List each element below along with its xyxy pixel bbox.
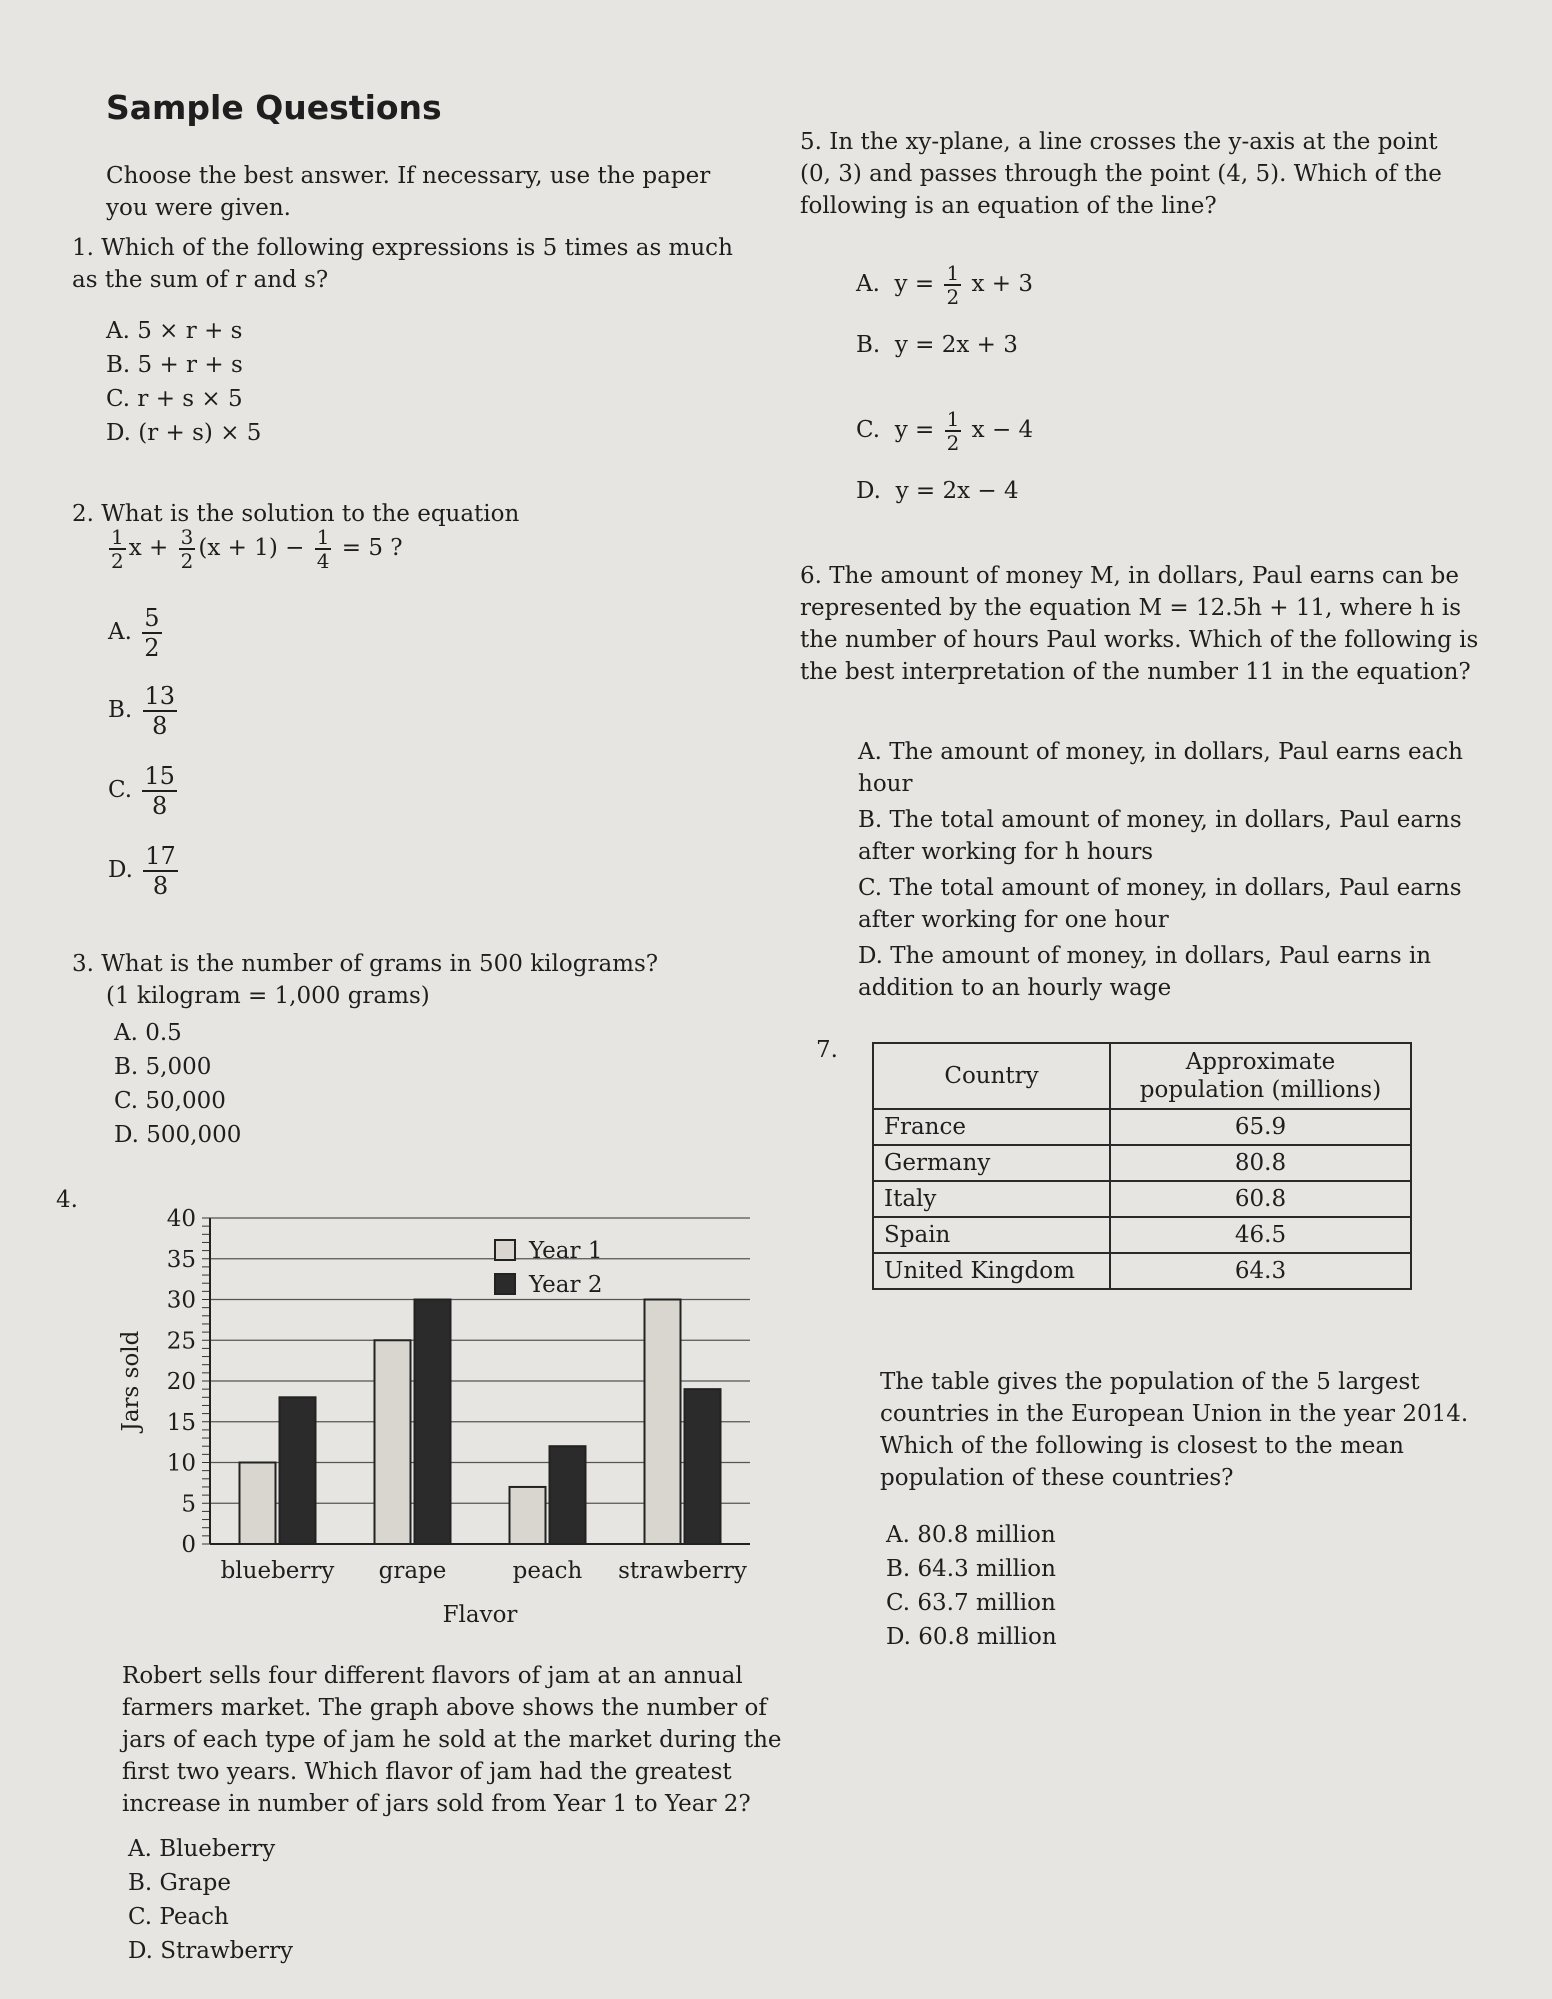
population-cell: 64.3 xyxy=(1110,1253,1411,1289)
country-cell: Spain xyxy=(873,1217,1110,1253)
bar-blueberry-year1 xyxy=(240,1463,276,1545)
y-tick-label: 5 xyxy=(181,1491,196,1518)
answer-option[interactable]: D. Strawberry xyxy=(128,1938,293,1964)
legend-swatch-year1 xyxy=(495,1240,515,1260)
answer-option[interactable]: B. Grape xyxy=(128,1870,231,1896)
answer-option[interactable]: A. Blueberry xyxy=(128,1836,276,1862)
answer-option[interactable]: B. The total amount of money, in dollars, Paul earns after working for h hours xyxy=(858,807,1462,865)
question-text: What is the number of grams in 500 kilograms? xyxy=(101,951,659,977)
x-tick-label: strawberry xyxy=(618,1558,747,1584)
y-tick-label: 35 xyxy=(166,1246,196,1273)
answer-option[interactable]: C. Peach xyxy=(128,1904,229,1930)
population-table xyxy=(872,1042,1412,1290)
q6-options xyxy=(858,736,1478,1004)
answer-option[interactable]: A. The amount of money, in dollars, Paul earns each hour xyxy=(858,739,1463,797)
q1-options xyxy=(106,314,261,450)
bar-strawberry-year1 xyxy=(645,1300,681,1545)
answer-option[interactable]: C. r + s × 5 xyxy=(106,386,243,412)
population-cell: 65.9 xyxy=(1110,1109,1411,1145)
y-tick-label: 15 xyxy=(166,1409,196,1436)
answer-option[interactable]: B. 5,000 xyxy=(114,1054,212,1080)
q7-options xyxy=(886,1518,1057,1654)
q3-options xyxy=(114,1016,241,1152)
x-axis-label: Flavor xyxy=(442,1602,518,1628)
country-cell: Italy xyxy=(873,1181,1110,1217)
y-tick-label: 40 xyxy=(166,1206,196,1232)
answer-option[interactable]: C. The total amount of money, in dollars, Paul earns after working for one hour xyxy=(858,875,1462,933)
question-number: 5. xyxy=(800,129,822,155)
column-header: Approximate population (millions) xyxy=(1110,1043,1411,1109)
equation-part: = 5 ? xyxy=(341,535,403,561)
x-tick-label: blueberry xyxy=(220,1558,335,1584)
answer-option[interactable]: A. 80.8 million xyxy=(886,1522,1056,1548)
country-cell: United Kingdom xyxy=(873,1253,1110,1289)
table-row xyxy=(873,1253,1411,1289)
country-cell: France xyxy=(873,1109,1110,1145)
question-text: Which of the following expressions is 5 times as much as the sum of r and s? xyxy=(72,235,733,293)
q3-note: (1 kilogram = 1,000 grams) xyxy=(106,983,430,1009)
answer-option[interactable]: B. 5 + r + s xyxy=(106,352,243,378)
instructions: Choose the best answer. If necessary, use the paper you were given. xyxy=(106,163,711,221)
question-number: 3. xyxy=(72,951,94,977)
x-tick-label: peach xyxy=(512,1558,583,1584)
question-text: The amount of money M, in dollars, Paul earns can be represented by the equation M = 12.5h + 11, where h is the number of hours Paul works. Which of the following is the best interpretation of the number 11 in the equation? xyxy=(800,563,1479,685)
bar-peach-year2 xyxy=(550,1446,586,1544)
y-tick-label: 25 xyxy=(166,1328,196,1355)
bar-peach-year1 xyxy=(510,1487,546,1544)
y-tick-label: 30 xyxy=(166,1287,196,1314)
question-1 xyxy=(72,232,752,296)
question-number: 6. xyxy=(800,563,822,589)
question-number: 2. xyxy=(72,501,94,527)
answer-option[interactable]: A. 0.5 xyxy=(114,1020,182,1046)
y-tick-label: 0 xyxy=(181,1532,196,1558)
x-tick-label: grape xyxy=(378,1558,447,1584)
answer-option[interactable]: B. 64.3 million xyxy=(886,1556,1056,1582)
answer-option[interactable]: C. 50,000 xyxy=(114,1088,226,1114)
question-number: 7. xyxy=(816,1037,838,1063)
bar-grape-year1 xyxy=(375,1340,411,1544)
y-tick-label: 10 xyxy=(166,1450,196,1477)
y-axis-label: Jars sold xyxy=(118,1330,144,1432)
page-title: Sample Questions xyxy=(106,88,442,127)
bar-blueberry-year2 xyxy=(280,1397,316,1544)
bar-strawberry-year2 xyxy=(685,1389,721,1544)
y-tick-label: 20 xyxy=(166,1369,196,1395)
answer-option[interactable]: D. y = 2x − 4 xyxy=(856,478,1019,504)
answer-option[interactable]: B. y = 2x + 3 xyxy=(856,332,1018,358)
question-text: Robert sells four different flavors of jam at an annual farmers market. The graph above shows the number of jars of each type of jam he sold at the market during the first two years. Which flavor of jam had the greatest increase in number of jars sold from Year 1 to Year 2? xyxy=(122,1663,782,1817)
answer-option[interactable]: B. $\frac{13}{8}$ xyxy=(108,682,176,740)
answer-option[interactable]: A. $\frac{5}{2}$ xyxy=(108,604,160,662)
question-6 xyxy=(800,560,1480,688)
answer-option[interactable]: D. The amount of money, in dollars, Paul earns in addition to an hourly wage xyxy=(858,943,1432,1001)
answer-option[interactable]: C. 63.7 million xyxy=(886,1590,1056,1616)
answer-option[interactable]: D. 500,000 xyxy=(114,1122,242,1148)
answer-option[interactable]: D. 60.8 million xyxy=(886,1624,1057,1650)
table-row xyxy=(873,1145,1411,1181)
answer-option[interactable]: A. 5 × r + s xyxy=(106,318,243,344)
table-row xyxy=(873,1217,1411,1253)
table-row xyxy=(873,1181,1411,1217)
question-5 xyxy=(800,126,1460,222)
question-text: The table gives the population of the 5 largest countries in the European Union in the year 2014. Which of the following is closest to the mean population of these countries? xyxy=(880,1369,1469,1491)
column-header: Country xyxy=(873,1043,1110,1109)
q2-equation: $\frac{1}{2}$ x + $\frac{3}{2}$ (x + 1) − $\frac{1}{4}$ = 5 ? xyxy=(111,525,403,573)
bar-grape-year2 xyxy=(415,1300,451,1545)
answer-option[interactable]: D. (r + s) × 5 xyxy=(106,420,262,446)
answer-option[interactable]: A. y = $\frac{1}{2}$ x + 3 xyxy=(856,261,1033,309)
population-cell: 46.5 xyxy=(1110,1217,1411,1253)
table-header-row xyxy=(873,1043,1411,1109)
q4-options xyxy=(128,1832,293,1968)
answer-option[interactable]: D. $\frac{17}{8}$ xyxy=(108,842,176,900)
table-row xyxy=(873,1109,1411,1145)
question-text: What is the solution to the equation xyxy=(101,501,520,527)
equation-part: (x + 1) − xyxy=(198,535,305,561)
legend-swatch-year2 xyxy=(495,1274,515,1294)
country-cell: Germany xyxy=(873,1145,1110,1181)
answer-option[interactable]: C. $\frac{15}{8}$ xyxy=(108,762,175,820)
question-text: In the xy-plane, a line crosses the y-axis at the point (0, 3) and passes through the point (4, 5). Which of the following is an equation of the line? xyxy=(800,129,1442,219)
jam-bar-chart xyxy=(100,1182,760,1642)
question-number: 1. xyxy=(72,235,94,261)
answer-option[interactable]: C. y = $\frac{1}{2}$ x − 4 xyxy=(856,407,1034,455)
question-3 xyxy=(72,948,772,980)
population-cell: 80.8 xyxy=(1110,1145,1411,1181)
population-cell: 60.8 xyxy=(1110,1181,1411,1217)
legend-label: Year 2 xyxy=(529,1272,603,1298)
legend-label: Year 1 xyxy=(529,1238,603,1264)
question-number: 4. xyxy=(56,1187,78,1213)
